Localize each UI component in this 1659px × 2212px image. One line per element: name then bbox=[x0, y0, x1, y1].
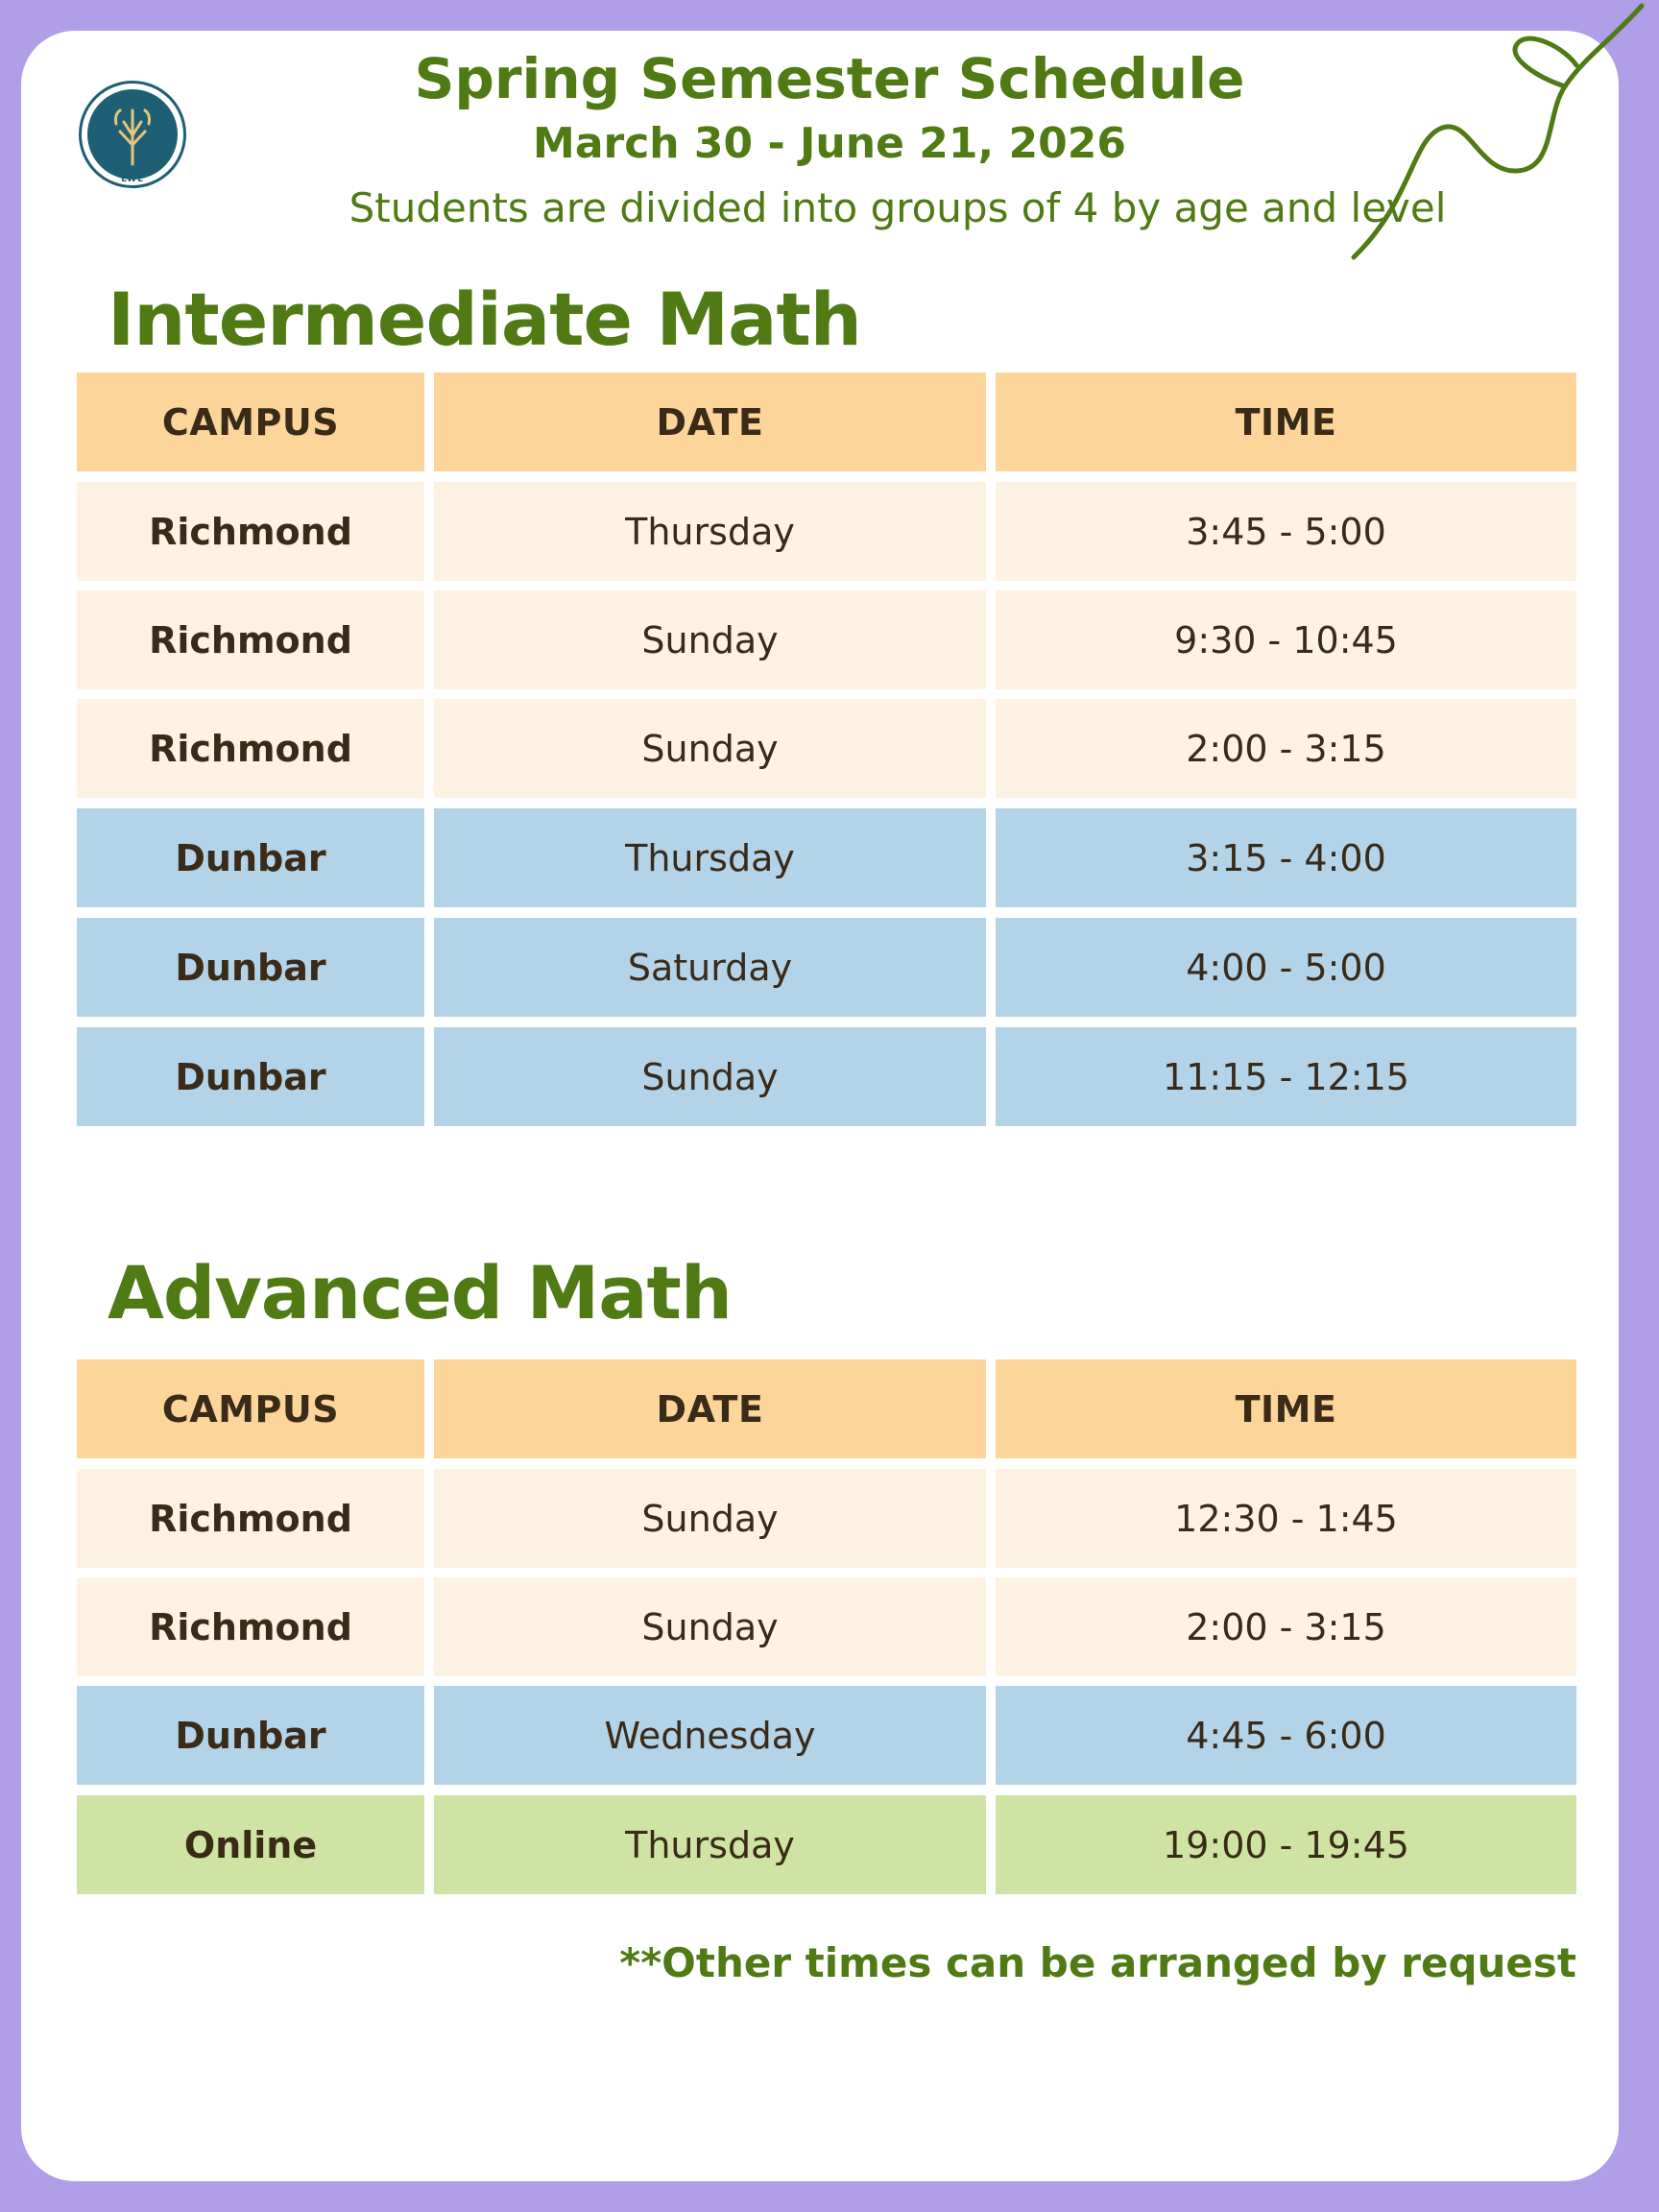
campus-cell: Richmond bbox=[77, 699, 424, 798]
col-header-time: TIME bbox=[996, 1359, 1576, 1458]
time-cell: 4:00 - 5:00 bbox=[996, 918, 1576, 1017]
date-cell: Saturday bbox=[434, 918, 986, 1017]
time-cell: 9:30 - 10:45 bbox=[996, 590, 1576, 689]
time-cell: 2:00 - 3:15 bbox=[996, 699, 1576, 798]
advanced-math-title: Advanced Math bbox=[108, 1250, 732, 1335]
time-cell: 2:00 - 3:15 bbox=[996, 1577, 1576, 1676]
campus-cell: Online bbox=[77, 1795, 424, 1894]
date-cell: Thursday bbox=[434, 1795, 986, 1894]
page-title: Spring Semester Schedule bbox=[414, 46, 1245, 111]
date-cell: Wednesday bbox=[434, 1686, 986, 1785]
date-cell: Thursday bbox=[434, 808, 986, 907]
time-cell: 11:15 - 12:15 bbox=[996, 1027, 1576, 1126]
time-cell: 12:30 - 1:45 bbox=[996, 1469, 1576, 1568]
campus-cell: Dunbar bbox=[77, 918, 424, 1017]
col-header-campus: CAMPUS bbox=[77, 373, 424, 471]
col-header-campus: CAMPUS bbox=[77, 1359, 424, 1458]
time-cell: 19:00 - 19:45 bbox=[996, 1795, 1576, 1894]
date-cell: Sunday bbox=[434, 1027, 986, 1126]
col-header-time: TIME bbox=[996, 373, 1576, 471]
page-subtitle: Students are divided into groups of 4 by age and level bbox=[349, 184, 1447, 231]
time-cell: 3:45 - 5:00 bbox=[996, 482, 1576, 581]
campus-cell: Dunbar bbox=[77, 1686, 424, 1785]
footer-note: **Other times can be arranged by request bbox=[619, 1939, 1576, 1986]
time-cell: 3:15 - 4:00 bbox=[996, 808, 1576, 907]
date-cell: Sunday bbox=[434, 590, 986, 689]
time-cell: 4:45 - 6:00 bbox=[996, 1686, 1576, 1785]
date-cell: Thursday bbox=[434, 482, 986, 581]
date-cell: Sunday bbox=[434, 1469, 986, 1568]
logo-text: LWL bbox=[121, 175, 144, 184]
campus-cell: Richmond bbox=[77, 1469, 424, 1568]
campus-cell: Dunbar bbox=[77, 808, 424, 907]
campus-cell: Dunbar bbox=[77, 1027, 424, 1126]
semester-dates: March 30 - June 21, 2026 bbox=[533, 119, 1126, 168]
campus-cell: Richmond bbox=[77, 590, 424, 689]
intermediate-math-title: Intermediate Math bbox=[108, 276, 861, 362]
campus-cell: Richmond bbox=[77, 1577, 424, 1676]
date-cell: Sunday bbox=[434, 699, 986, 798]
campus-cell: Richmond bbox=[77, 482, 424, 581]
date-cell: Sunday bbox=[434, 1577, 986, 1676]
col-header-date: DATE bbox=[434, 1359, 986, 1458]
col-header-date: DATE bbox=[434, 373, 986, 471]
